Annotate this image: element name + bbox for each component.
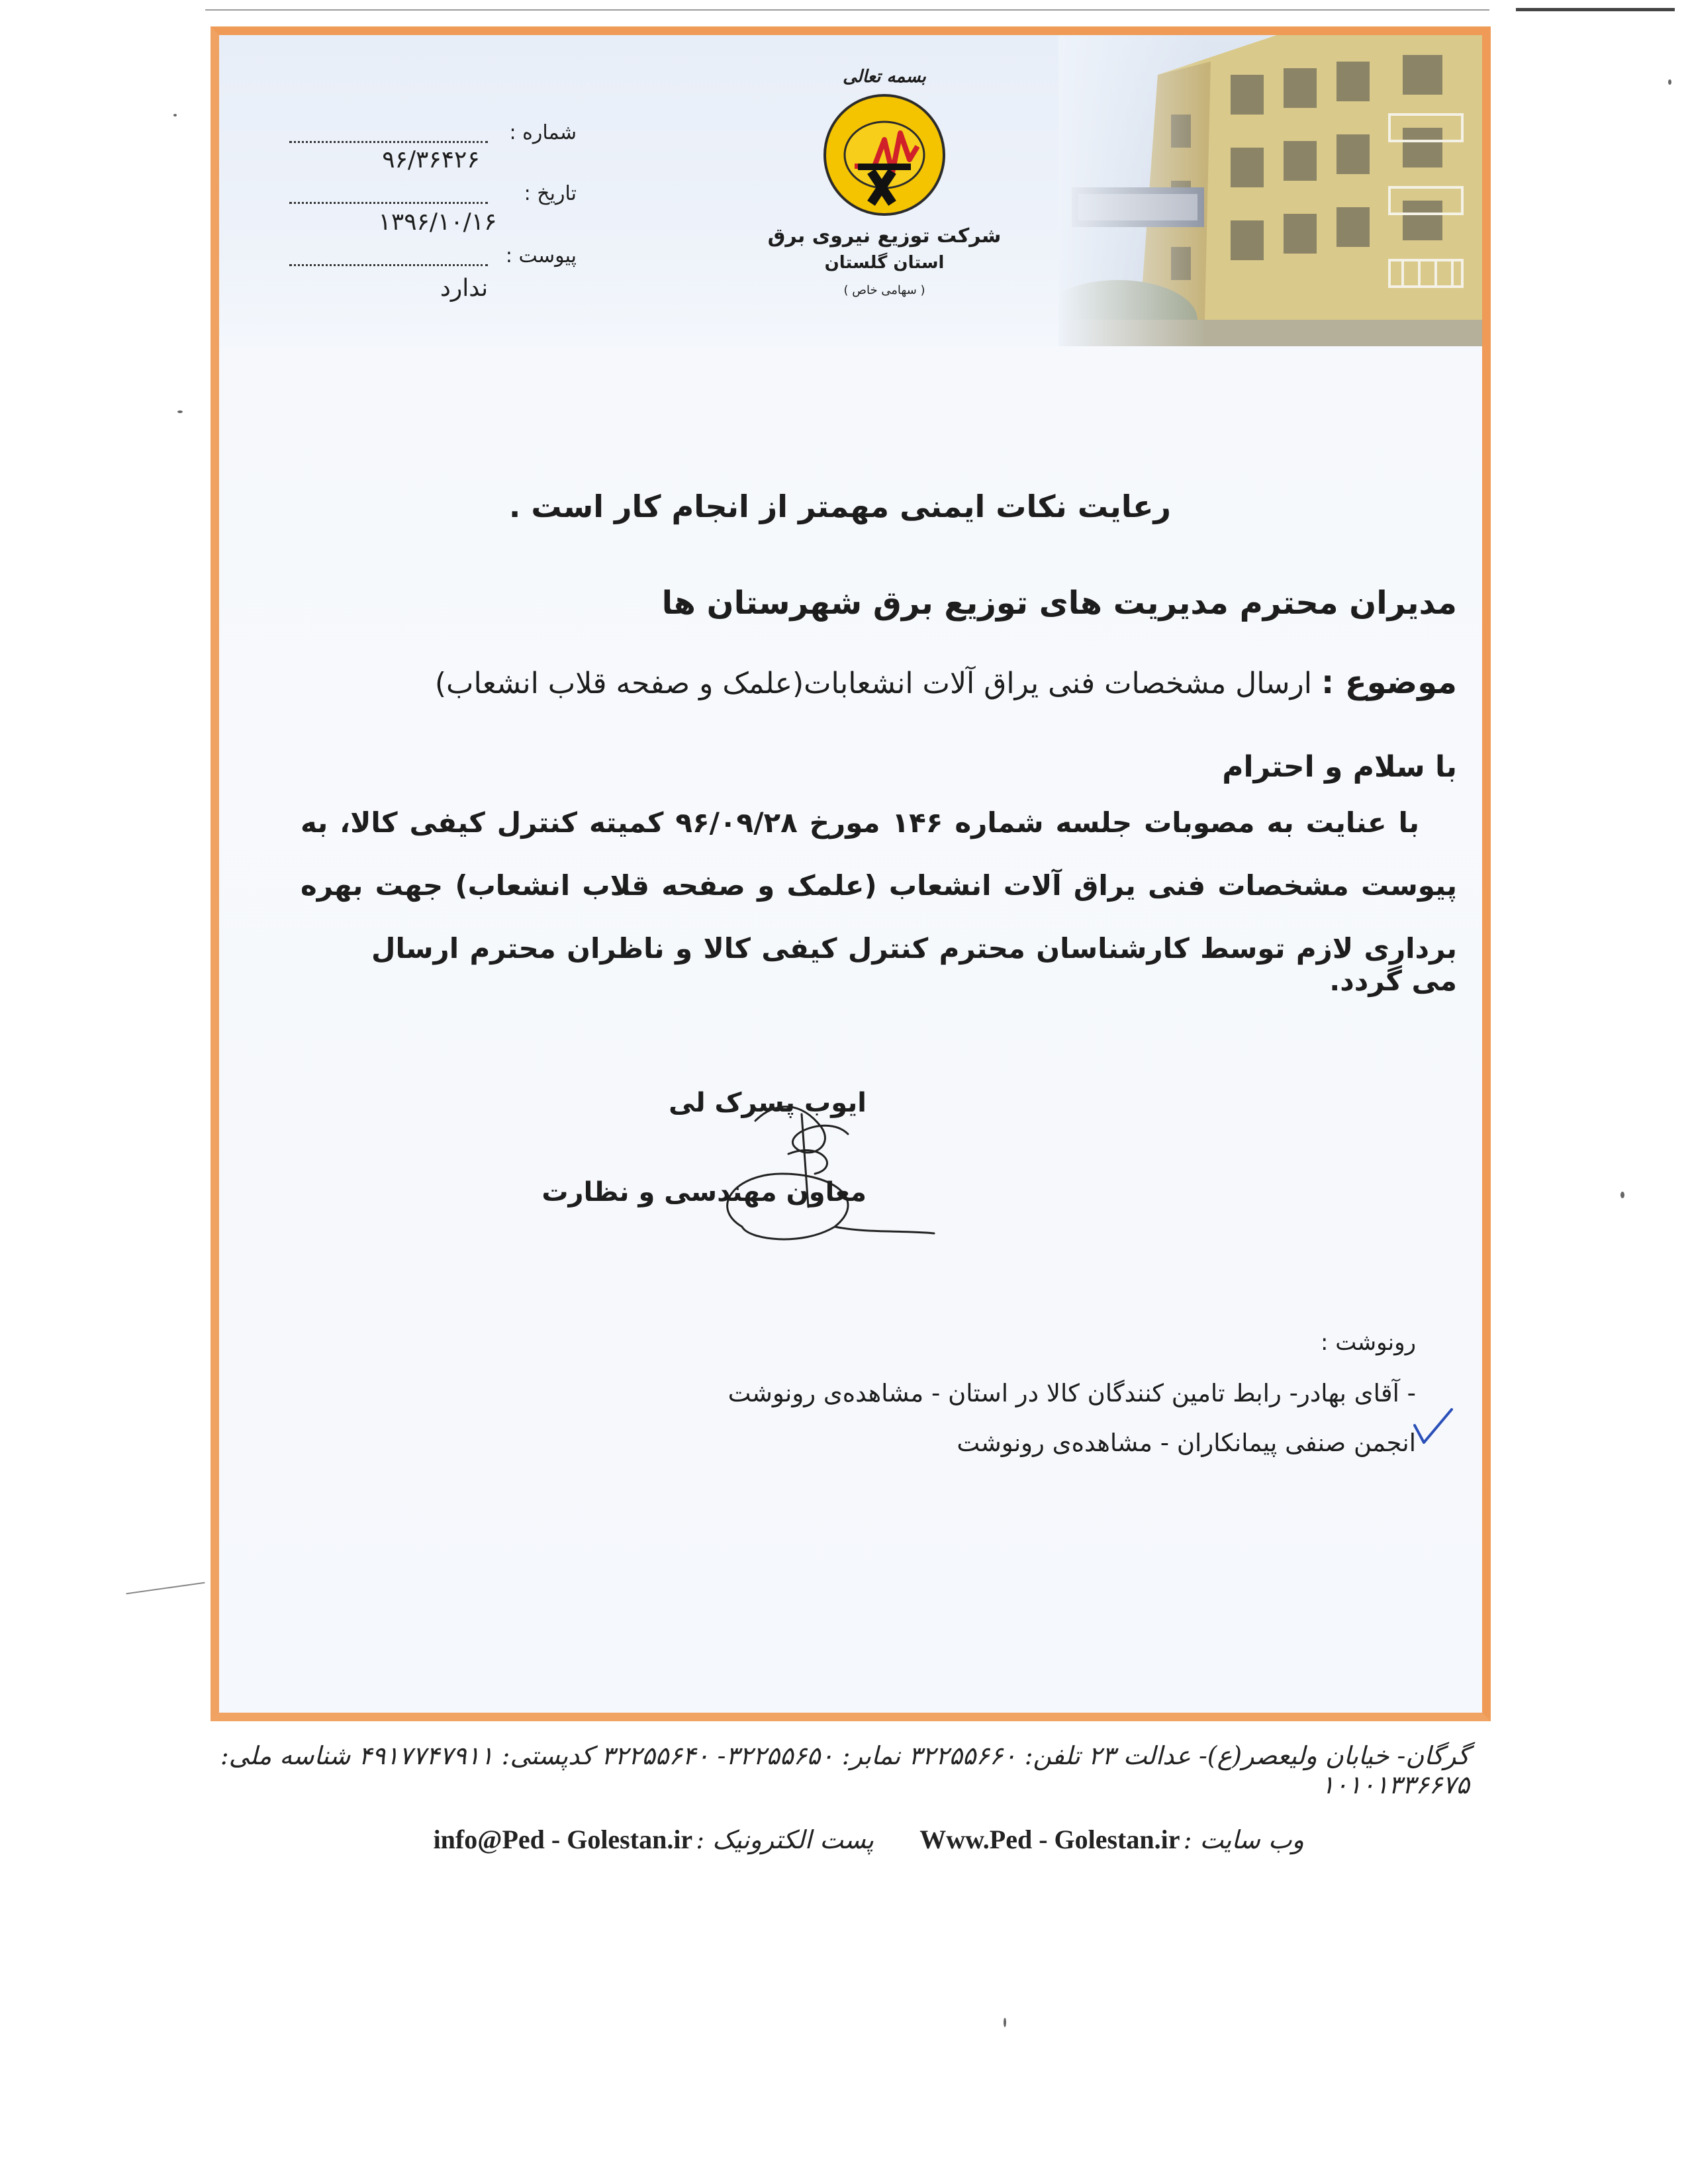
cc-item: انجمن صنفی پیمانکاران - مشاهده‌ی رونوشت (957, 1429, 1416, 1457)
cc-title: رونوشت : (1320, 1329, 1416, 1356)
body-line-3: برداری لازم توسط کارشناسان محترم کنترل کیفی کالا و ناظران محترم ارسال می گردد. (371, 932, 1457, 997)
date-label: تاریخ : (524, 182, 577, 205)
subject-line (398, 664, 1457, 701)
scan-speck (1668, 79, 1671, 85)
building-photo (1058, 35, 1482, 346)
company-province: استان گلستان (824, 253, 945, 273)
subject-label: موضوع : (1321, 664, 1457, 701)
letter-number: ۹۶/۳۶۴۲۶ (382, 146, 480, 173)
subject-text: ارسال مشخصات فنی یراق آلات انشعابات(علمک و صفحه قلاب انشعاب) (434, 667, 1313, 700)
website-label: وب سایت : (1183, 1825, 1304, 1854)
date-dotted-line (289, 202, 488, 204)
footer-email (410, 1824, 874, 1855)
scan-speck (1004, 2018, 1006, 2027)
letter-date: ۱۳۹۶/۱۰/۱۶ (378, 209, 497, 236)
company-logo-block (712, 67, 1056, 297)
handwritten-signature (669, 1074, 947, 1247)
footer-address: گرگان- خیابان ولیعصر(ع)- عدالت ۲۳ تلفن: ۳۲۲۵۵۶۶۰ نمابر: ۳۲۲۵۵۶۵۰- ۳۲۲۵۵۶۴۰ کدپستی: ۴۹۱۷۷۴۷۹۱۱ شناسه ملی: ۱۰۱۰۱۳۳۶۶۷۵ (220, 1741, 1470, 1799)
scan-speck (173, 114, 177, 117)
email-address[interactable]: info@Ped - Golestan.ir (433, 1825, 693, 1854)
checkmark-icon (1411, 1405, 1457, 1452)
scan-line-right (1516, 8, 1675, 11)
letter-frame (211, 26, 1491, 1721)
safety-motto: رعایت نکات ایمنی مهمتر از انجام کار است . (508, 489, 1171, 524)
addressee: مدیران محترم مدیریت های توزیع برق شهرستان ها (661, 585, 1457, 622)
company-logo-icon (818, 92, 951, 218)
number-label: شماره : (509, 121, 577, 144)
scan-speck (1620, 1192, 1624, 1198)
scan-scratch (126, 1582, 205, 1595)
signatory-title: معاون مهندسی و نظارت (541, 1177, 867, 1208)
attachment-value: ندارد (440, 275, 489, 302)
building-illustration (1058, 35, 1482, 346)
signatory-name: ایوب پسرک لی (669, 1088, 867, 1118)
body-line-2: پیوست مشخصات فنی یراق آلات انشعاب (علمک و صفحه قلاب انشعاب) جهت بهره (301, 869, 1457, 902)
number-dotted-line (289, 141, 488, 143)
email-label: پست الکترونیک : (696, 1825, 874, 1854)
company-name: شرکت توزیع نیروی برق (767, 224, 1002, 248)
website-url[interactable]: Www.Ped - Golestan.ir (919, 1825, 1180, 1854)
attachment-dotted-line (289, 264, 488, 266)
attachment-label: پیوست : (505, 244, 577, 267)
scan-line-top (205, 9, 1489, 11)
greeting: با سلام و احترام (1222, 750, 1457, 784)
cc-item: - آقای بهادر- رابط تامین کنندگان کالا در استان - مشاهده‌ی رونوشت (727, 1379, 1416, 1407)
company-type: ( سهامی خاص ) (843, 283, 925, 297)
scan-speck (177, 410, 183, 413)
footer-website (841, 1824, 1304, 1855)
invocation-text: بسمه تعالی (843, 67, 926, 87)
body-line-1: با عنایت به مصوبات جلسه شماره ۱۴۶ مورخ ۹۶/۰۹/۲۸ کمیته کنترل کیفی کالا، به (301, 806, 1419, 839)
